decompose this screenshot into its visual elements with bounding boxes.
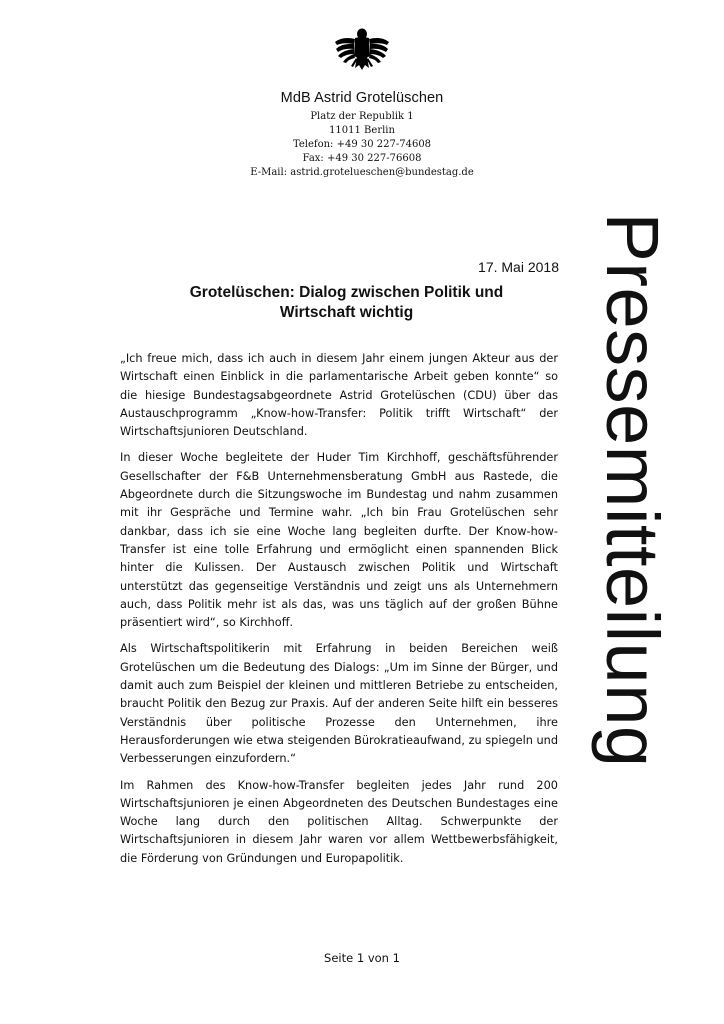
sender-fax: Fax: +49 30 227-76608 — [302, 153, 422, 164]
sender-city: 11011 Berlin — [329, 125, 395, 136]
federal-eagle-icon — [333, 26, 391, 74]
headline — [120, 283, 573, 323]
sender-street: Platz der Republik 1 — [310, 111, 414, 122]
article-body — [120, 350, 558, 876]
sender-name: MdB Astrid Grotelüschen — [280, 90, 444, 106]
sender-phone: Telefon: +49 30 227-74608 — [292, 139, 432, 150]
sender-email: E-Mail: astrid.grotelueschen@bundestag.de — [250, 167, 474, 178]
sidebar-label-container — [572, 118, 692, 863]
release-date: 17. Mai 2018 — [478, 259, 559, 275]
headline-line-1: Grotelüschen: Dialog zwischen Politik und — [189, 284, 504, 301]
paragraph: In dieser Woche begleitete der Huder Tim Kirchhoff, geschäftsführender Gesellschafter der F&B Unternehmensberatung GmbH aus Rastede, die Abgeordnete durch die Sitzungswoche im Bundestag und nahm zusammen mit ihr Gespräche und Termine wahr. „Ich bin Frau Grotelüschen sehr dankbar, dass ich sie eine Woche lang begleiten durfte. Der Know-how-Transfer ist eine tolle Erfahrung und ermöglicht einen spannenden Blick hinter die Kulissen. Der Austausch zwischen Politik und Wirtschaft unterstützt das gegenseitige Verständnis und zeigt uns als Unternehmern auch, dass Politik mehr ist als das, was uns täglich auf der großen Bühne präsentiert wird“, so Kirchhoff. — [120, 451, 558, 630]
headline-line-2: Wirtschaft wichtig — [279, 304, 414, 321]
paragraph: Im Rahmen des Know-how-Transfer begleiten jedes Jahr rund 200 Wirtschaftsjunioren je einen Abgeordneten des Deutschen Bundestages eine Woche lang durch den politischen Alltag. Schwerpunkte der Wirtschaftsjunioren in diesem Jahr waren vor allem Wettbewerbsfähigkeit, die Förderung von Gründungen und Europapolitik. — [120, 778, 558, 865]
paragraph: Als Wirtschaftspolitikerin mit Erfahrung in beiden Bereichen weiß Grotelüschen um die Bedeutung des Dialogs: „Um im Sinne der Bürger, und damit auch zum Beispiel der kleinen und mittleren Betriebe zu entscheiden, braucht Politik den Bezug zur Praxis. Auf der anderen Seite hilft ein besseres Verständnis über politische Prozesse den Unternehmen, ihre Herausforderungen wie etwa steigenden Bürokratieaufwand, zu spiegeln und Verbesserungen einzufordern.“ — [120, 642, 558, 766]
paragraph: „Ich freue mich, dass ich auch in diesem Jahr einem jungen Akteur aus der Wirtschaft einen Einblick in die parlamentarische Arbeit geben konnte“ so die hiesige Bundestagsabgeordnete Astrid Grotelüschen (CDU) über das Austauschprogramm „Know-how-Transfer: Politik trifft Wirtschaft“ der Wirtschaftsjunioren Deutschland. — [120, 352, 558, 439]
sidebar-label: Pressemitteilung — [591, 212, 674, 768]
page-number: Seite 1 von 1 — [324, 951, 400, 965]
